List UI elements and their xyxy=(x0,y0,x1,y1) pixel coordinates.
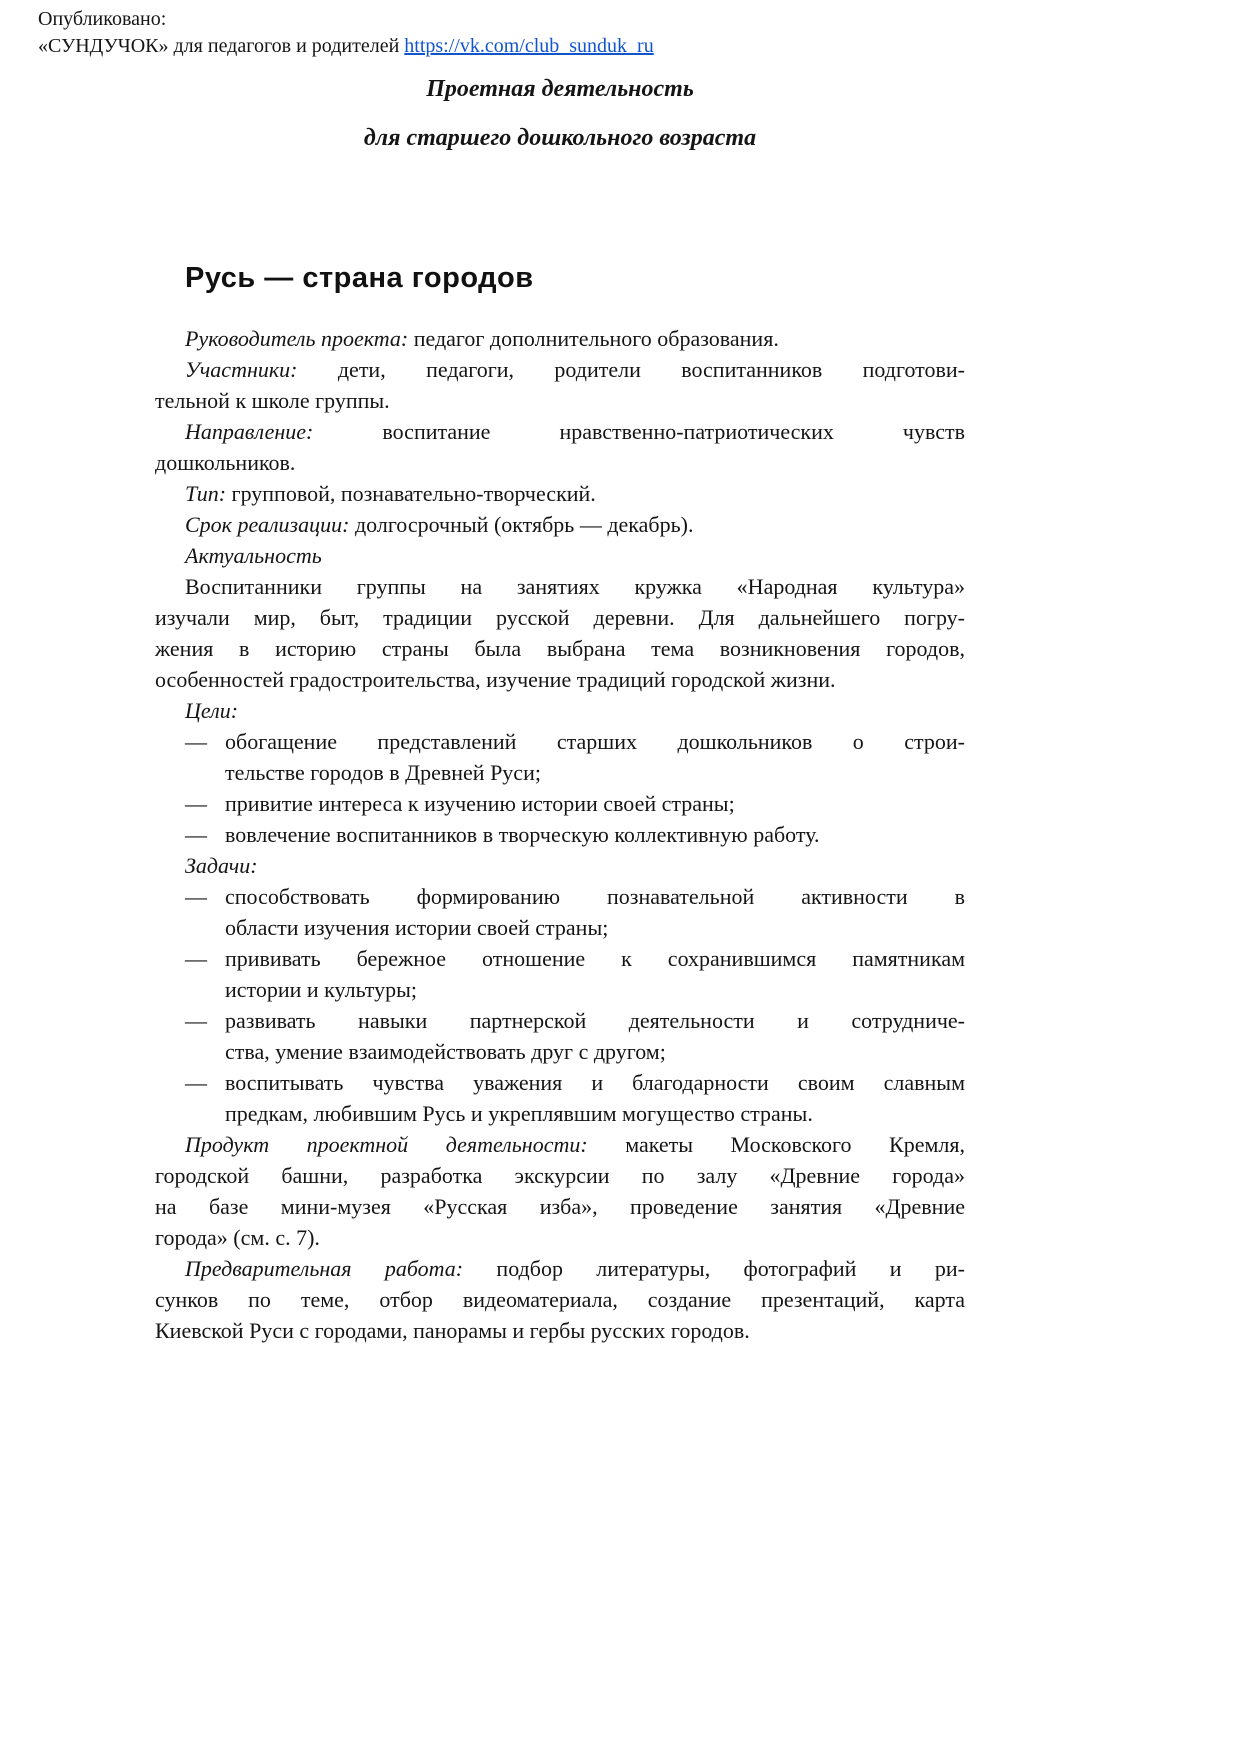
text-line: изучали мир, быт, традиции русской деревни. Для дальнейшего погру- xyxy=(155,605,965,630)
line-text: прививать бережное отношение к сохранившимся памятникам xyxy=(225,946,965,971)
text-line xyxy=(155,416,965,447)
text-line: Киевской Руси с городами, панорамы и гербы русских городов. xyxy=(155,1318,750,1343)
paragraph xyxy=(155,850,965,881)
list-dash: — xyxy=(185,822,207,847)
text-line xyxy=(155,695,965,726)
document-body xyxy=(155,323,965,1346)
source-prefix: «СУНДУЧОК» для педагогов и родителей xyxy=(38,35,405,57)
text-line: на базе мини-музея «Русская изба», проведение занятия «Древние xyxy=(155,1194,965,1219)
paragraph xyxy=(155,695,965,726)
line-text: воспитывать чувства уважения и благодарности своим славным xyxy=(225,1070,965,1095)
list-item xyxy=(155,1067,965,1129)
list-item xyxy=(155,819,965,850)
list-item xyxy=(155,943,965,1005)
list-dash: — xyxy=(185,1070,207,1095)
line-text: дети, педагоги, родители воспитанников подготови- xyxy=(297,357,965,382)
text-line xyxy=(155,1005,965,1036)
paragraph-lead: Тип: xyxy=(185,481,227,506)
paragraph xyxy=(155,571,965,695)
document-title-line1: Проетная деятельность xyxy=(426,76,694,102)
line-text: макеты Московского Кремля, xyxy=(587,1132,965,1157)
line-text: вовлечение воспитанников в творческую коллективную работу. xyxy=(225,822,820,847)
text-line xyxy=(155,571,965,602)
line-text: подбор литературы, фотографий и ри- xyxy=(463,1256,965,1281)
list-dash: — xyxy=(185,884,207,909)
paragraph xyxy=(155,1129,965,1253)
paragraph-lead: Актуальность xyxy=(185,543,322,568)
text-line: сунков по теме, отбор видеоматериала, создание презентаций, карта xyxy=(155,1287,965,1312)
line-text: долгосрочный (октябрь — декабрь). xyxy=(349,512,694,537)
paragraph-lead: Задачи: xyxy=(185,853,258,878)
line-text: групповой, познавательно-творческий. xyxy=(226,481,596,506)
line-text: способствовать формированию познавательной активности в xyxy=(225,884,965,909)
paragraph xyxy=(155,354,965,416)
list-item xyxy=(155,881,965,943)
text-line xyxy=(155,323,965,354)
list-item xyxy=(155,788,965,819)
text-line xyxy=(155,509,965,540)
line-text: привитие интереса к изучению истории своей страны; xyxy=(225,791,735,816)
paragraph-lead: Цели: xyxy=(185,698,239,723)
list-dash: — xyxy=(185,791,207,816)
paragraph xyxy=(155,509,965,540)
list-dash: — xyxy=(185,729,207,754)
text-line xyxy=(155,943,965,974)
line-text: развивать навыки партнерской деятельности и сотрудниче- xyxy=(225,1008,965,1033)
text-line xyxy=(155,540,965,571)
text-line xyxy=(155,478,965,509)
paragraph-lead: Направление: xyxy=(185,419,314,444)
paragraph-lead: Предварительная работа: xyxy=(185,1256,464,1281)
text-line xyxy=(155,354,965,385)
line-text: Воспитанники группы на занятиях кружка «Народная культура» xyxy=(185,574,965,599)
text-line: городской башни, разработка экскурсии по залу «Древние города» xyxy=(155,1163,965,1188)
text-line xyxy=(155,881,965,912)
document-title-line2: для старшего дошкольного возраста xyxy=(363,125,757,151)
paragraph xyxy=(155,540,965,571)
published-label: Опубликовано: xyxy=(38,8,167,30)
list-dash: — xyxy=(185,1008,207,1033)
list-dash: — xyxy=(185,946,207,971)
paragraph-lead: Срок реализации: xyxy=(185,512,350,537)
text-line: истории и культуры; xyxy=(225,977,417,1002)
paragraph-lead: Руководитель проекта: xyxy=(185,326,409,351)
text-line xyxy=(155,788,965,819)
paragraph xyxy=(155,1253,965,1346)
text-line xyxy=(155,819,965,850)
text-line: особенностей градостроительства, изучение традиций городской жизни. xyxy=(155,667,836,692)
list-item xyxy=(155,1005,965,1067)
source-line xyxy=(38,33,1240,60)
publication-header xyxy=(0,0,1240,60)
text-line: города» (см. с. 7). xyxy=(155,1225,320,1250)
text-line: предкам, любившим Русь и укреплявшим могущество страны. xyxy=(225,1101,813,1126)
text-line xyxy=(155,850,965,881)
paragraph-lead: Продукт проектной деятельности: xyxy=(185,1132,588,1157)
text-line: тельстве городов в Древней Руси; xyxy=(225,760,541,785)
paragraph xyxy=(155,323,965,354)
text-line: жения в историю страны была выбрана тема возникновения городов, xyxy=(155,636,965,661)
text-line: дошкольников. xyxy=(155,450,296,475)
line-text: обогащение представлений старших дошкольников о строи- xyxy=(225,729,965,754)
text-line: ства, умение взаимодействовать друг с другом; xyxy=(225,1039,666,1064)
text-line xyxy=(155,726,965,757)
text-line: тельной к школе группы. xyxy=(155,388,390,413)
list-item xyxy=(155,726,965,788)
text-line xyxy=(155,1253,965,1284)
text-line xyxy=(155,1067,965,1098)
main-column xyxy=(155,262,965,1346)
paragraph-lead: Участники: xyxy=(185,357,298,382)
text-line xyxy=(155,1129,965,1160)
line-text: воспитание нравственно-патриотических чувств xyxy=(313,419,965,444)
document-title xyxy=(155,76,965,152)
paragraph xyxy=(155,478,965,509)
page-title: Русь — страна городов xyxy=(185,262,534,294)
paragraph xyxy=(155,416,965,478)
text-line: области изучения истории своей страны; xyxy=(225,915,609,940)
vk-link[interactable]: https://vk.com/club_sunduk_ru xyxy=(404,35,654,57)
line-text: педагог дополнительного образования. xyxy=(408,326,779,351)
